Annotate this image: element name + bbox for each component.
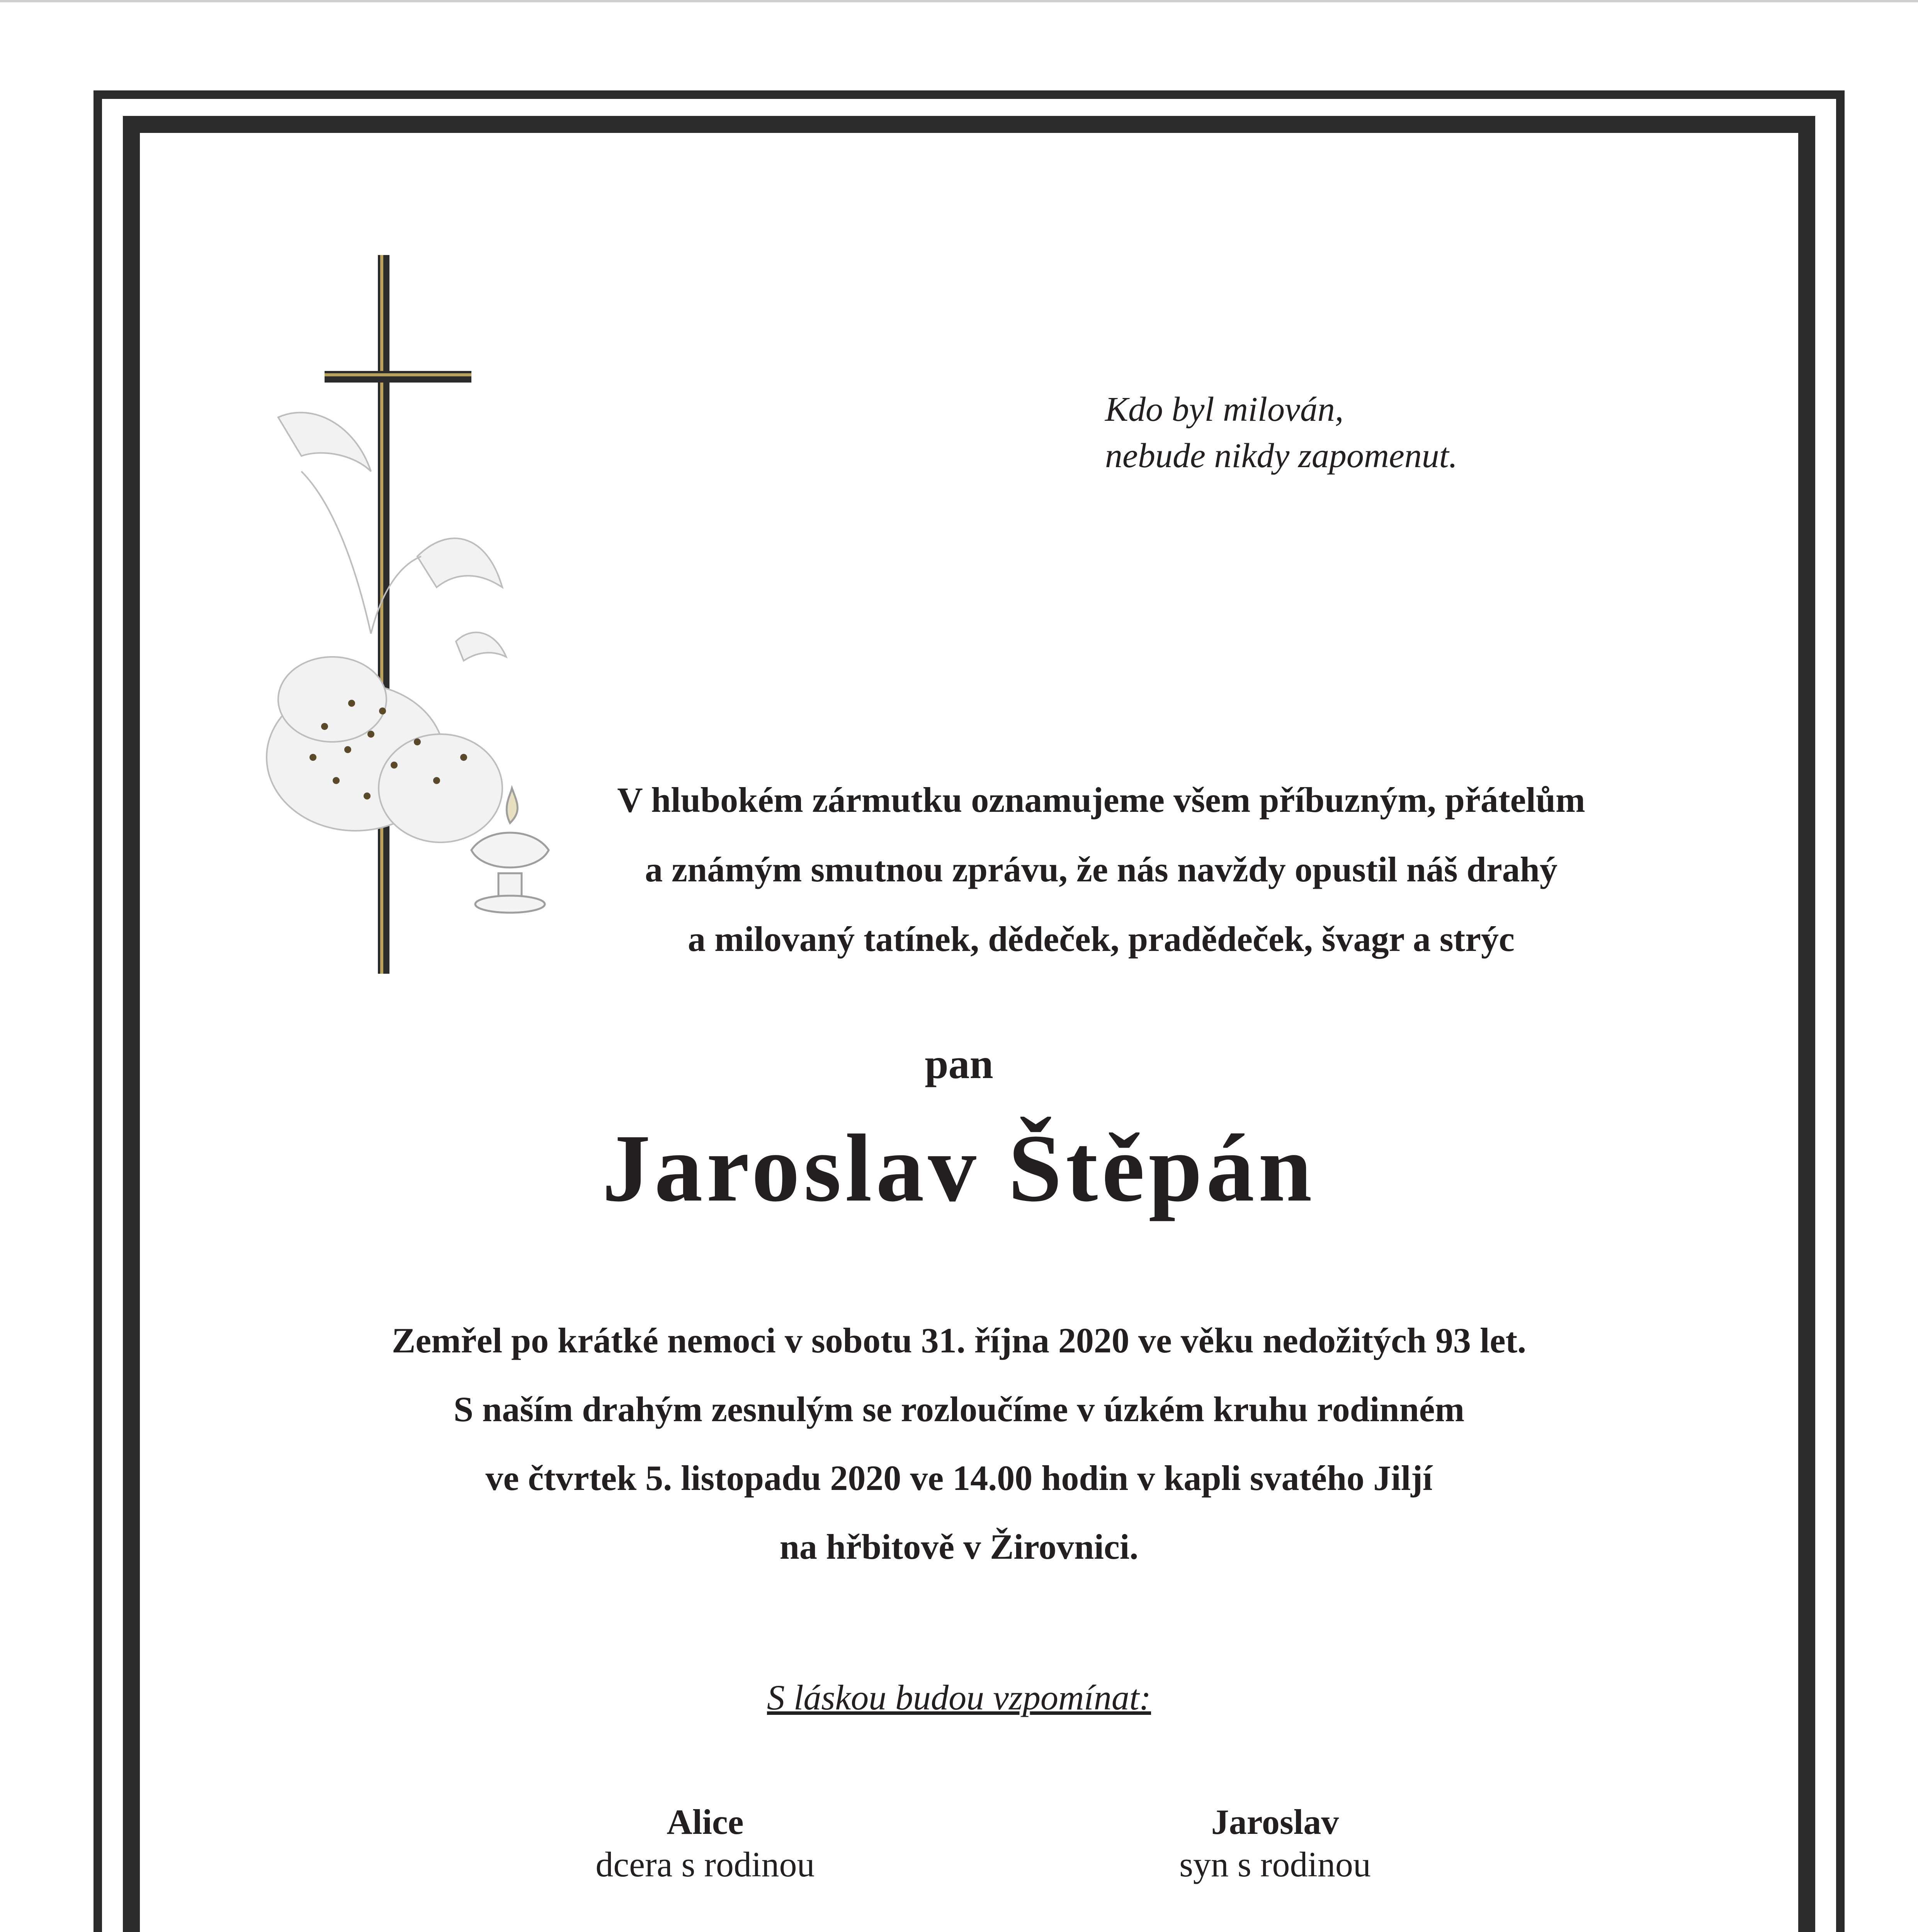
announcement-line: V hlubokém zármutku oznamujeme všem příbuzným, přátelům — [617, 780, 1585, 820]
deceased-name: Jaroslav Štěpán — [602, 1115, 1316, 1222]
announcement — [502, 765, 1700, 974]
announcement-line: a milovaný tatínek, dědeček, pradědeček, švagr a strýc — [688, 919, 1515, 959]
death-notice-line: S naším drahým zesnulým se rozloučíme v úzkém kruhu rodinném — [453, 1389, 1465, 1429]
scan-edge-line — [0, 0, 1918, 2]
deceased-title: pan — [925, 1040, 993, 1087]
announcement-line: a známým smutnou zprávu, že nás navždy opustil náš drahý — [645, 850, 1558, 889]
remembrance-heading: S láskou budou vzpomínat: — [767, 1678, 1151, 1717]
motto-line-2: nebude nikdy zapomenut. — [1105, 437, 1458, 475]
mourner — [1043, 1801, 1507, 1886]
mourner-relation: dcera s rodinou — [595, 1845, 815, 1884]
death-notice-line: ve čtvrtek 5. listopadu 2020 ve 14.00 hodin v kapli svatého Jiljí — [485, 1458, 1433, 1498]
death-notice-line: Zemřel po krátké nemoci v sobotu 31. října 2020 ve věku nedožitých 93 let. — [391, 1321, 1527, 1360]
mourner — [473, 1801, 937, 1886]
mourner-name: Jaroslav — [1211, 1802, 1339, 1842]
motto — [1105, 386, 1685, 479]
mourner-relation: syn s rodinou — [1179, 1845, 1371, 1884]
mourner-name: Alice — [667, 1802, 744, 1842]
motto-line-1: Kdo byl milován, — [1105, 390, 1344, 429]
death-notice-line: na hřbitově v Žirovnici. — [779, 1527, 1139, 1566]
death-notice — [0, 1306, 1918, 1581]
